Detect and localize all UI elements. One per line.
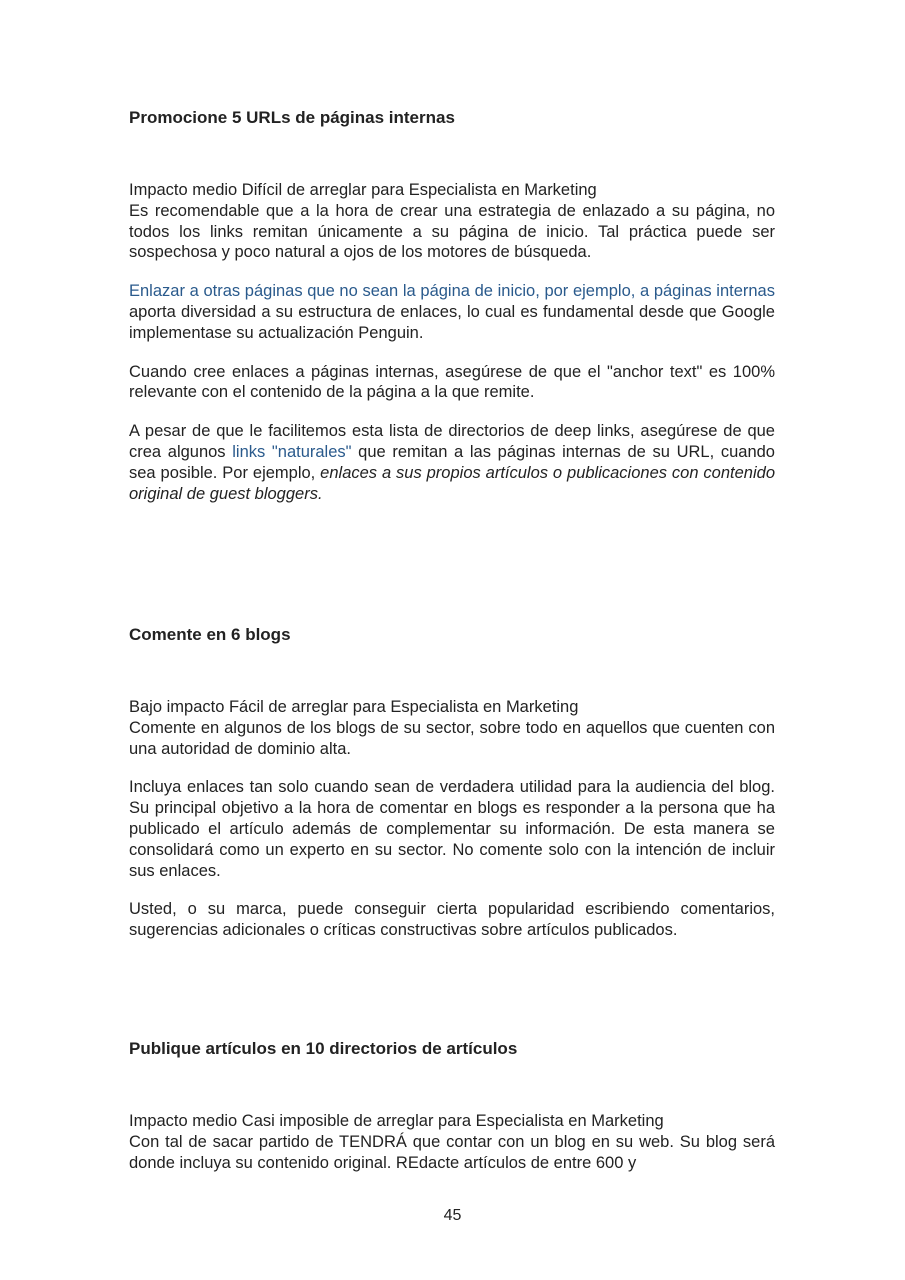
- section-comment-blogs: [129, 624, 775, 941]
- paragraph-text: Comente en algunos de los blogs de su sector, sobre todo en aquellos que cuenten con una autoridad de dominio alta.: [129, 718, 775, 758]
- impact-meta: Impacto medio Casi imposible de arreglar para Especialista en Marketing: [129, 1112, 664, 1130]
- paragraph: Incluya enlaces tan solo cuando sean de verdadera utilidad para la audiencia del blog. Su principal objetivo a la hora de comentar en blogs es responder a la persona que ha publicado el artículo además de complementar su información. De esta manera se consolidará como un experto en su sector. No comente solo con la intención de incluir sus enlaces.: [129, 778, 775, 880]
- paragraph-text: Con tal de sacar partido de TENDRÁ que contar con un blog en su web. Su blog será donde incluya su contenido original. REdacte artículos de entre 600 y: [129, 1132, 775, 1172]
- section-body-intro: [129, 697, 775, 759]
- paragraph: Usted, o su marca, puede conseguir cierta popularidad escribiendo comentarios, sugerencias adicionales o críticas constructivas sobre artículos publicados.: [129, 900, 775, 940]
- impact-meta: Bajo impacto Fácil de arreglar para Especialista en Marketing: [129, 698, 579, 716]
- section-article-directories: [129, 1038, 775, 1173]
- section-body-intro: [129, 180, 775, 263]
- italic-text: enlaces a sus propios artículos o publicaciones con contenido original de guest bloggers.: [129, 463, 775, 503]
- section-title: Publique artículos en 10 directorios de artículos: [129, 1039, 518, 1058]
- inline-link[interactable]: links "naturales": [232, 442, 352, 461]
- impact-meta: Impacto medio Difícil de arreglar para Especialista en Marketing: [129, 181, 597, 199]
- section-title: Promocione 5 URLs de páginas internas: [129, 108, 455, 127]
- section-title: Comente en 6 blogs: [129, 625, 291, 644]
- inline-link[interactable]: Enlazar a otras páginas que no sean la página de inicio, por ejemplo, a páginas internas: [129, 282, 775, 301]
- paragraph: [129, 421, 775, 504]
- document-page: [129, 0, 775, 1280]
- paragraph-text: aporta diversidad a su estructura de enlaces, lo cual es fundamental desde que Google implementase su actualización Penguin.: [129, 302, 775, 342]
- paragraph-text: Es recomendable que a la hora de crear una estrategia de enlazado a su página, no todos los links remitan únicamente a su página de inicio. Tal práctica puede ser sospechosa y poco natural a ojos de los motores de búsqueda.: [129, 201, 775, 262]
- section-body-intro: [129, 1111, 775, 1173]
- paragraph: [129, 281, 775, 343]
- paragraph-text: A pesar de que le facilitemos esta lista de directorios de deep links, asegúrese de que crea algunos: [129, 422, 775, 461]
- paragraph-text: que remitan a las páginas internas de su URL, cuando sea posible. Por ejemplo,: [129, 442, 775, 482]
- paragraph: Cuando cree enlaces a páginas internas, asegúrese de que el "anchor text" es 100% relevante con el contenido de la página a la que remite.: [129, 362, 775, 402]
- page-number: 45: [443, 1207, 462, 1224]
- section-internal-urls: [129, 107, 775, 504]
